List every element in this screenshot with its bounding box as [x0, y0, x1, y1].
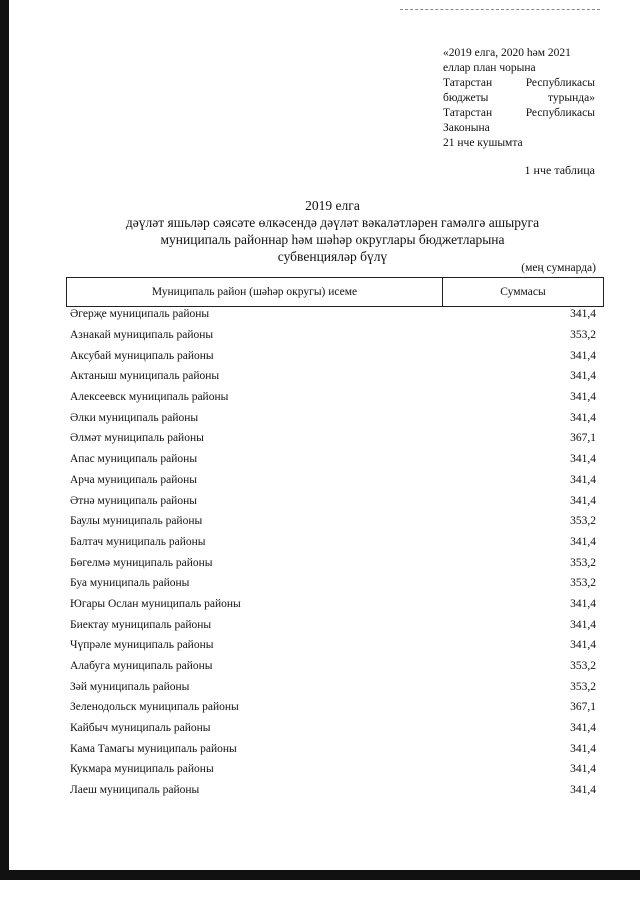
row-name: Актаныш муниципаль районы — [70, 370, 220, 383]
table-row — [70, 759, 596, 780]
row-name: Алабуга муниципаль районы — [70, 660, 213, 673]
table-row — [70, 780, 596, 801]
row-name: Аксубай муниципаль районы — [70, 349, 214, 362]
approval-line-3b: Республикасы — [525, 77, 595, 89]
table-row — [70, 304, 596, 325]
row-name: Буа муниципаль районы — [70, 577, 190, 590]
approval-line-4a: бюджеты — [443, 92, 489, 104]
table-row — [70, 449, 596, 470]
approval-line-4 — [443, 91, 595, 106]
title-line-2: дәүләт яшьләр сәясәте өлкәсендә дәүләт вәкаләтләрен гамәлгә ашыруга — [125, 215, 540, 230]
row-amount: 341,4 — [570, 722, 596, 735]
row-name: Баулы муниципаль районы — [70, 515, 203, 528]
table-row — [70, 676, 596, 697]
table-row — [70, 656, 596, 677]
approval-line-5a: Татарстан — [443, 107, 493, 119]
table-row — [70, 552, 596, 573]
title-line-3: муниципаль районнар һәм шәһәр округлары бюджетларына — [160, 232, 505, 247]
row-amount: 367,1 — [570, 432, 596, 445]
row-name: Югары Ослан муниципаль районы — [70, 597, 241, 610]
title-line-1: 2019 елга — [305, 198, 360, 213]
table-row — [70, 511, 596, 532]
table-row — [70, 407, 596, 428]
approval-line-2: еллар план чорына — [443, 62, 536, 74]
row-amount: 353,2 — [570, 329, 596, 342]
row-amount: 341,4 — [570, 349, 596, 362]
row-amount: 341,4 — [570, 411, 596, 424]
row-name: Биектау муниципаль районы — [70, 618, 212, 631]
row-amount: 341,4 — [570, 453, 596, 466]
row-name: Арча муниципаль районы — [70, 473, 198, 486]
table-row — [70, 594, 596, 615]
row-name: Балтач муниципаль районы — [70, 535, 206, 548]
row-name: Лаеш муниципаль районы — [70, 784, 200, 797]
approval-line-3 — [443, 76, 595, 91]
table-number: 1 нче таблица — [524, 163, 595, 177]
table-body — [70, 304, 596, 801]
header-sum-cell: Суммасы — [500, 286, 546, 298]
table-row — [70, 470, 596, 491]
approval-line-3a: Татарстан — [443, 77, 493, 89]
row-amount: 341,4 — [570, 639, 596, 652]
table-header — [66, 277, 604, 307]
document-title — [60, 197, 605, 265]
title-line-4: субвенцияләр бүлү — [277, 249, 388, 264]
row-amount: 341,4 — [570, 597, 596, 610]
row-name: Зеленодольск муниципаль районы — [70, 701, 239, 714]
approval-line-7: 21 нче кушымта — [443, 137, 523, 149]
row-name: Әлки муниципаль районы — [70, 411, 199, 424]
row-amount: 353,2 — [570, 660, 596, 673]
row-amount: 353,2 — [570, 556, 596, 569]
table-row — [70, 387, 596, 408]
row-amount: 341,4 — [570, 494, 596, 507]
row-name: Чүпрәле муниципаль районы — [70, 639, 214, 652]
row-amount: 341,4 — [570, 742, 596, 755]
table-row — [70, 325, 596, 346]
row-amount: 341,4 — [570, 473, 596, 486]
table-row — [70, 614, 596, 635]
table-row — [70, 532, 596, 553]
row-name: Бөгелмә муниципаль районы — [70, 556, 213, 569]
row-name: Әтнә муниципаль районы — [70, 494, 197, 507]
row-name: Алексеевск муниципаль районы — [70, 391, 229, 404]
row-amount: 341,4 — [570, 391, 596, 404]
approval-line-4b: турында» — [548, 92, 595, 104]
table-row — [70, 490, 596, 511]
approval-line-6: Законына — [443, 122, 490, 134]
approval-reference — [443, 46, 595, 151]
table-row — [70, 366, 596, 387]
row-amount: 341,4 — [570, 535, 596, 548]
table-row — [70, 573, 596, 594]
approval-line-5b: Республикасы — [525, 107, 595, 119]
row-amount: 367,1 — [570, 701, 596, 714]
row-amount: 353,2 — [570, 515, 596, 528]
table-row — [70, 635, 596, 656]
unit-note: (мең сумнарда) — [521, 262, 596, 274]
row-name: Кама Тамагы муниципаль районы — [70, 742, 237, 755]
row-amount: 341,4 — [570, 618, 596, 631]
row-amount: 341,4 — [570, 370, 596, 383]
row-name: Зәй муниципаль районы — [70, 680, 190, 693]
row-amount: 353,2 — [570, 577, 596, 590]
table-row — [70, 718, 596, 739]
row-name: Азнакай муниципаль районы — [70, 329, 214, 342]
approval-line-5 — [443, 106, 595, 121]
row-amount: 341,4 — [570, 784, 596, 797]
row-name: Әгерҗе муниципаль районы — [70, 308, 210, 321]
approval-line-1: «2019 елга, 2020 һәм 2021 — [443, 47, 571, 59]
table-row — [70, 345, 596, 366]
table-row — [70, 697, 596, 718]
row-amount: 341,4 — [570, 308, 596, 321]
row-name: Кукмара муниципаль районы — [70, 763, 214, 776]
row-amount: 353,2 — [570, 680, 596, 693]
row-amount: 341,4 — [570, 763, 596, 776]
table-row — [70, 428, 596, 449]
table-row — [70, 738, 596, 759]
row-name: Кайбыч муниципаль районы — [70, 722, 211, 735]
header-name-cell: Муниципаль район (шәһәр округы) исеме — [67, 278, 443, 306]
row-name: Апас муниципаль районы — [70, 453, 198, 466]
row-name: Әлмәт муниципаль районы — [70, 432, 204, 445]
